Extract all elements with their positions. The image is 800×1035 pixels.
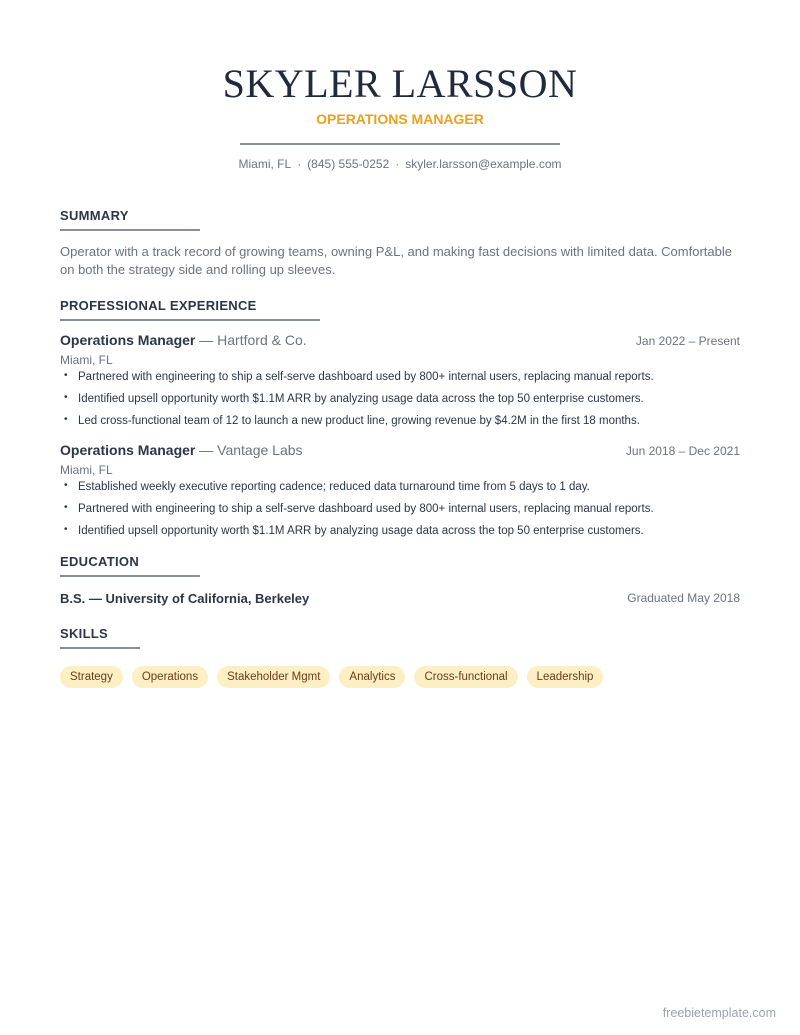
bullet-dot-icon: • bbox=[64, 414, 68, 425]
contact-location: Miami, FL bbox=[238, 157, 292, 171]
skill-chip: Leadership bbox=[527, 666, 604, 688]
bullet-text: Partnered with engineering to ship a self-serve dashboard used by 800+ internal users, replacing manual reports. bbox=[78, 503, 654, 515]
education-degree: B.S. — University of California, Berkeley bbox=[60, 591, 310, 606]
skill-chip: Strategy bbox=[60, 666, 123, 688]
job-bullet bbox=[60, 370, 740, 384]
candidate-role: OPERATIONS MANAGER bbox=[316, 111, 484, 127]
job-bullets bbox=[60, 370, 740, 428]
skill-chip: Operations bbox=[132, 666, 208, 688]
bullet-text: Identified upsell opportunity worth $1.1M ARR by analyzing usage data across the top 50 enterprise customers. bbox=[78, 525, 644, 537]
job-bullet bbox=[60, 414, 740, 428]
job-header bbox=[60, 442, 740, 462]
header-divider bbox=[240, 143, 560, 145]
summary-text: Operator with a track record of growing teams, owning P&L, and making fast decisions with limited data. Comfortable on both the strategy side and rolling up sleeves. bbox=[60, 244, 732, 277]
candidate-name: SKYLER LARSSON bbox=[222, 61, 578, 106]
contact-separator: · bbox=[297, 157, 302, 171]
education-heading: EDUCATION bbox=[60, 554, 140, 569]
bullet-text: Established weekly executive reporting cadence; reduced data turnaround time from 5 days to 1 day. bbox=[78, 481, 590, 493]
resume-page bbox=[60, 0, 740, 1035]
contact-email: skyler.larsson@example.com bbox=[405, 157, 562, 171]
job-location: Miami, FL bbox=[60, 463, 113, 477]
bullet-dot-icon: • bbox=[64, 392, 68, 403]
job-bullet bbox=[60, 392, 740, 406]
job-dates: Jun 2018 – Dec 2021 bbox=[625, 444, 740, 458]
job-title: Operations Manager bbox=[60, 442, 196, 458]
summary-divider bbox=[60, 229, 200, 231]
job-bullet bbox=[60, 480, 740, 494]
job-title: Operations Manager bbox=[60, 332, 196, 348]
contact-separator: · bbox=[395, 157, 400, 171]
skills-heading: SKILLS bbox=[60, 626, 109, 641]
summary-heading: SUMMARY bbox=[60, 208, 129, 223]
job-company: — Vantage Labs bbox=[195, 442, 303, 458]
education-divider bbox=[60, 575, 200, 577]
job-dates: Jan 2022 – Present bbox=[635, 334, 740, 348]
skill-chip: Stakeholder Mgmt bbox=[217, 666, 330, 688]
education-entry bbox=[60, 590, 740, 608]
job-entry bbox=[60, 332, 740, 436]
job-bullets bbox=[60, 480, 740, 538]
job-entry bbox=[60, 442, 740, 546]
bullet-dot-icon: • bbox=[64, 370, 68, 381]
education-date: Graduated May 2018 bbox=[627, 591, 740, 605]
experience-divider bbox=[60, 319, 320, 321]
skills-list bbox=[60, 666, 740, 688]
skill-chip: Analytics bbox=[339, 666, 405, 688]
bullet-dot-icon: • bbox=[64, 524, 68, 535]
contact-phone: (845) 555-0252 bbox=[307, 157, 390, 171]
bullet-text: Partnered with engineering to ship a self-serve dashboard used by 800+ internal users, replacing manual reports. bbox=[78, 371, 654, 383]
footer-credit: freebietemplate.com bbox=[662, 1006, 776, 1020]
bullet-dot-icon: • bbox=[64, 502, 68, 513]
bullet-dot-icon: • bbox=[64, 480, 68, 491]
bullet-text: Identified upsell opportunity worth $1.1M ARR by analyzing usage data across the top 50 enterprise customers. bbox=[78, 393, 644, 405]
job-bullet bbox=[60, 524, 740, 538]
contact-line bbox=[60, 156, 740, 172]
job-company: — Hartford & Co. bbox=[195, 332, 307, 348]
skill-chip: Cross-functional bbox=[414, 666, 517, 688]
experience-heading: PROFESSIONAL EXPERIENCE bbox=[60, 298, 257, 313]
skills-divider bbox=[60, 647, 140, 649]
job-bullet bbox=[60, 502, 740, 516]
job-location: Miami, FL bbox=[60, 353, 113, 367]
bullet-text: Led cross-functional team of 12 to launch a new product line, growing revenue by $4.2M in the first 18 months. bbox=[78, 415, 640, 427]
job-header bbox=[60, 332, 740, 352]
